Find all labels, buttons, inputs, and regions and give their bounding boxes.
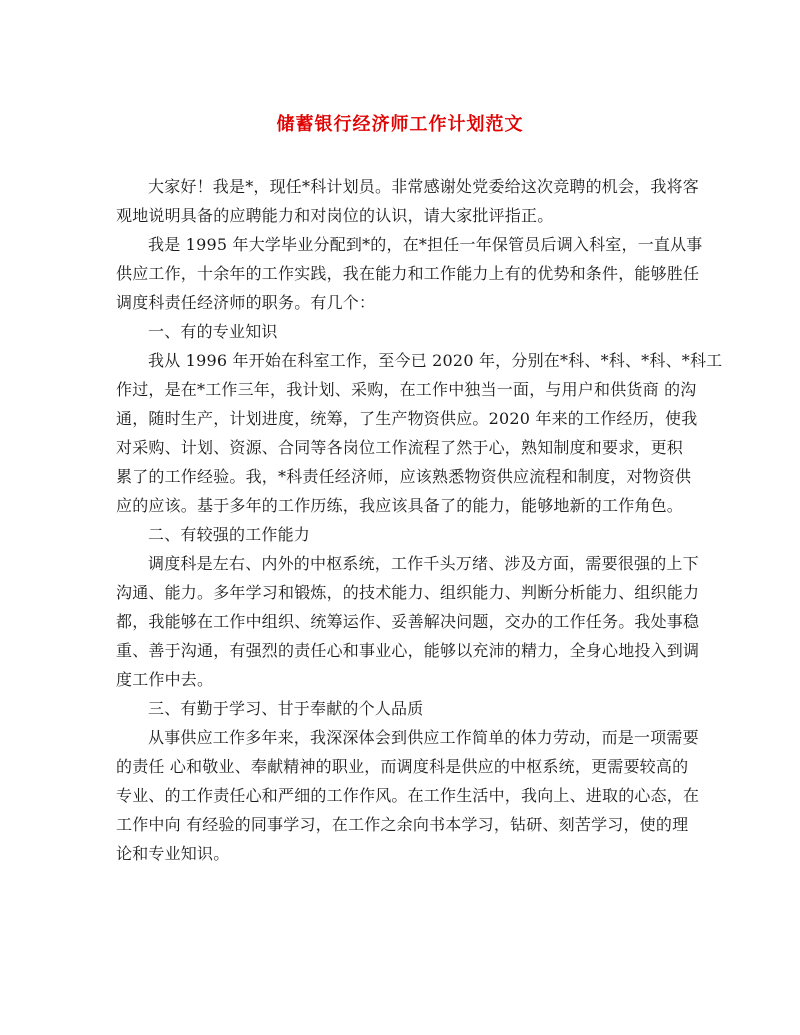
text-line: 应的应该。基于多年的工作历练，我应该具备了的能力，能够地新的工作角色。 — [116, 496, 684, 515]
text-line: 供应工作，十余年的工作实践，我在能力和工作能力上有的优势和条件，能够胜任 — [116, 264, 700, 283]
text-line: 通，随时生产，计划进度，统筹，了生产物资供应。2020 年来的工作经历，使我 — [116, 409, 698, 428]
text-line: 大家好！我是*，现任*科计划员。非常感谢处党委给这次竞聘的机会，我将客 — [148, 177, 700, 196]
text-line: 调度科责任经济师的职务。有几个： — [116, 293, 376, 312]
text-line: 重、善于沟通，有强烈的责任心和事业心，能够以充沛的精力，全身心地投入到调 — [116, 641, 700, 660]
paragraph-knowledge — [116, 346, 723, 520]
document-title: 储蓄银行经济师工作计划范文 — [276, 114, 524, 135]
section-heading-text: 三、有勤于学习、甘于奉献的个人品质 — [148, 699, 424, 718]
text-line: 调度科是左右、内外的中枢系统，工作千头万绪、涉及方面，需要很强的上下 — [148, 554, 699, 573]
text-line: 我是 1995 年大学毕业分配到*的，在*担任一年保管员后调入科室，一直从事 — [148, 235, 703, 254]
section-heading-text: 二、有较强的工作能力 — [148, 525, 311, 544]
text-line: 专业、的工作责任心和严细的工作作风。在工作生活中，我向上、进取的心态，在 — [116, 786, 700, 805]
text-line: 沟通、能力。多年学习和锻炼，的技术能力、组织能力、判断分析能力、组织能力 — [116, 583, 700, 602]
document-body — [116, 172, 723, 868]
text-line: 作过，是在*工作三年，我计划、采购，在工作中独当一面，与用户和供货商 的沟 — [116, 380, 697, 399]
text-line: 都，我能够在工作中组织、统筹运作、妥善解决问题，交办的工作任务。我处事稳 — [116, 612, 700, 631]
text-line: 的责任 心和敬业、奉献精神的职业，而调度科是供应的中枢系统，更需要较高的 — [116, 757, 689, 776]
text-line: 对采购、计划、资源、合同等各岗位工作流程了然于心，熟知制度和要求，更积 — [116, 438, 684, 457]
text-line: 从事供应工作多年来，我深深体会到供应工作简单的体力劳动，而是一项需要 — [148, 728, 699, 747]
paragraph-ability — [116, 549, 700, 694]
section-heading-3 — [116, 694, 686, 723]
section-heading-text: 一、有的专业知识 — [148, 322, 278, 341]
section-heading-2 — [116, 520, 686, 549]
text-line: 度工作中去。 — [116, 670, 214, 689]
text-line: 论和专业知识。 — [116, 844, 230, 863]
text-line: 累了的工作经验。我，*科责任经济师，应该熟悉物资供应流程和制度，对物资供 — [116, 467, 692, 486]
paragraph-background — [116, 230, 703, 317]
text-line: 观地说明具备的应聘能力和对岗位的认识，请大家批评指正。 — [116, 206, 554, 225]
paragraph-greeting — [116, 172, 700, 230]
paragraph-qualities — [116, 723, 700, 868]
text-line: 我从 1996 年开始在科室工作，至今已 2020 年，分别在*科、*科、*科、*科工 — [148, 351, 723, 370]
section-heading-1 — [116, 317, 686, 346]
text-line: 工作中向 有经验的同事学习，在工作之余向书本学习，钻研、刻苦学习，使的理 — [116, 815, 689, 834]
